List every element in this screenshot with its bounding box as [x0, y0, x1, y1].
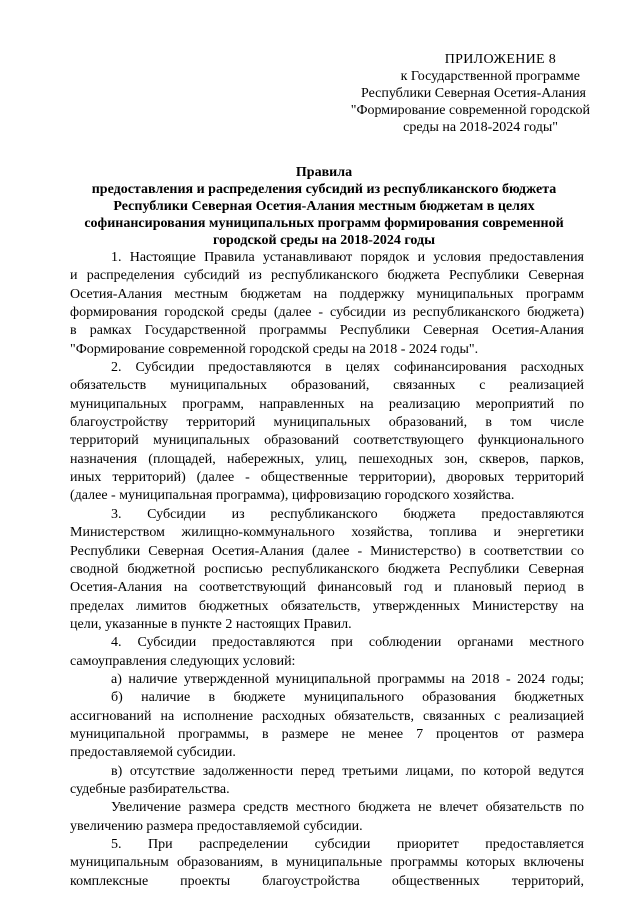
paragraph-line: 5. При распределении субсидии приоритет предоставляется [111, 837, 584, 852]
paragraph-line: Увеличение размера средств местного бюджета не влечет обязательств по [111, 800, 584, 816]
document-body [70, 249, 584, 891]
appendix-line: Республики Северная Осетия-Алания [361, 86, 586, 101]
paragraph-line: "Формирование современной городской среды на 2018 - 2024 годы". [70, 341, 479, 357]
title-line: софинансирования муниципальных программ формирования современной [84, 216, 564, 231]
document-title [60, 164, 588, 249]
paragraph-line: судебные разбирательства. [70, 781, 230, 797]
paragraph-line: территорий муниципальных образований соответствующего функционального [70, 433, 584, 449]
paragraph-line: Министерством жилищно-коммунального хозяйства, топлива и энергетики [70, 525, 584, 541]
appendix-line: к Государственной программе [400, 69, 580, 84]
title-line: городской среды на 2018-2024 годы [212, 233, 436, 248]
title-line: Правила [295, 165, 353, 180]
title-line: Республики Северная Осетия-Алания местным бюджетам в целях [113, 199, 535, 214]
paragraph-line: муниципальных программ, направленных на реализацию мероприятий по [70, 396, 584, 412]
paragraph-line: цели, указанные в пункте 2 настоящих Правил. [70, 616, 352, 632]
paragraph-line: иных территорий) (далее - общественные территории), дворовых территорий [70, 470, 584, 486]
paragraph-line: благоустройству территорий муниципальных образований, в том числе [70, 415, 584, 431]
paragraph-line: 1. Настоящие Правила устанавливают порядок и условия предоставления [111, 250, 584, 265]
paragraph-line: б) наличие в бюджете муниципального образования бюджетных [111, 690, 584, 706]
paragraph-line: в) отсутствие задолженности перед третьими лицами, по которой ведутся [111, 763, 584, 779]
paragraph-line: Осетия-Алания на соответствующий финансовый год и плановый период в [70, 580, 584, 596]
paragraph-line: в рамках Государственной программы Республики Северная Осетия-Алания [70, 323, 584, 339]
paragraph-line: пределах лимитов бюджетных обязательств, утвержденных Министерству на [70, 598, 584, 614]
paragraph-line: формирования городской среды (далее - субсидии из республиканского бюджета) [70, 305, 584, 321]
paragraph-line: обязательств муниципальных образований, связанных с реализацией [70, 378, 584, 394]
paragraph-line: 3. Субсидии из республиканского бюджета предоставляются [111, 506, 584, 522]
paragraph-line: самоуправления следующих условий: [70, 653, 296, 669]
paragraph-line: Республики Северная Осетия-Алания (далее - Министерство) в соответствии со [70, 543, 584, 559]
appendix-header [300, 51, 590, 136]
paragraph-line: а) наличие утвержденной муниципальной программы на 2018 - 2024 годы; [111, 671, 584, 687]
paragraph-line: увеличению размера предоставляемой субсидии. [70, 818, 363, 834]
paragraph-line: муниципальной программы, в размере не менее 7 процентов от размера [70, 726, 584, 742]
paragraph-line: назначения (площадей, набережных, улиц, пешеходных зон, скверов, парков, [70, 451, 584, 467]
paragraph-line: предоставляемой субсидии. [70, 745, 236, 761]
paragraph-line: (далее - муниципальная программа), цифровизацию городского хозяйства. [70, 488, 515, 504]
appendix-line: "Формирование современной городской [350, 103, 590, 118]
title-line: предоставления и распределения субсидий из республиканского бюджета [91, 182, 557, 197]
paragraph-line: Осетия-Алания местным бюджетам на поддержку муниципальных программ [70, 286, 584, 302]
paragraph-line: сводной бюджетной росписью республиканского бюджета Республики Северная [70, 561, 584, 577]
paragraph-line: ассигнований на исполнение расходных обязательств, связанных с реализацией [70, 708, 584, 724]
appendix-number: ПРИЛОЖЕНИЕ 8 [444, 52, 556, 67]
paragraph-line: 2. Субсидии предоставляются в целях софинансирования расходных [111, 360, 584, 376]
appendix-line: среды на 2018-2024 годы" [403, 120, 558, 135]
paragraph-line: муниципальным образованиям, в муниципальные программы которых включены [70, 855, 584, 871]
paragraph-line: 4. Субсидии предоставляются при соблюдении органами местного [111, 635, 584, 651]
paragraph-line: и распределения субсидий из республиканского бюджета Республики Северная [70, 268, 584, 284]
paragraph-line: комплексные проекты благоустройства общественных территорий, [70, 873, 584, 889]
